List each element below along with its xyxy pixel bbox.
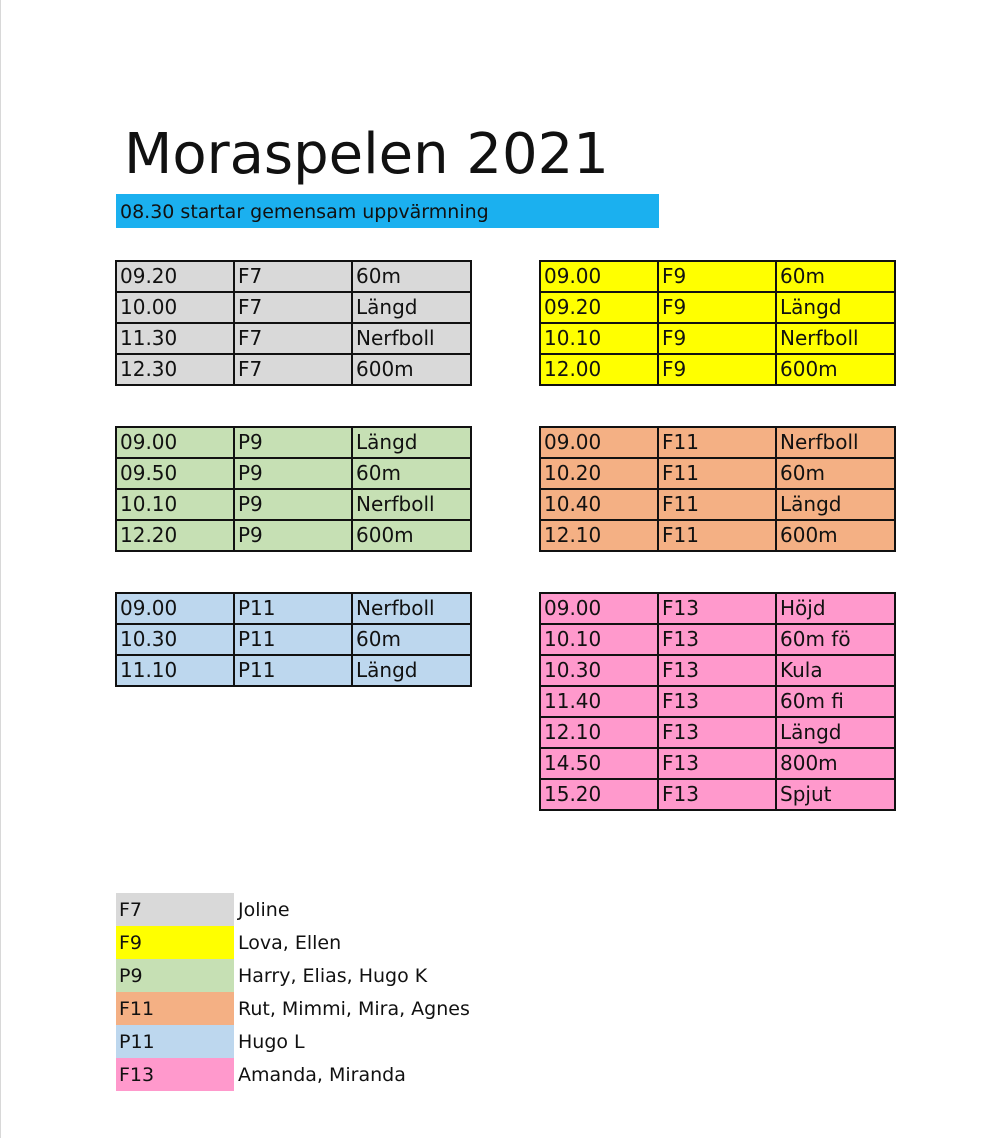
- schedule-row: [116, 458, 471, 489]
- time-cell: 09.00: [540, 261, 658, 292]
- schedule-row: [116, 427, 471, 458]
- legend-participant-names: Amanda, Miranda: [238, 1063, 406, 1086]
- schedule-row: [540, 624, 895, 655]
- schedule-table-f11: [539, 426, 896, 552]
- group-cell: F11: [658, 458, 776, 489]
- group-cell: F7: [234, 323, 352, 354]
- time-cell: 10.40: [540, 489, 658, 520]
- legend-row: [116, 1025, 470, 1058]
- time-cell: 09.20: [540, 292, 658, 323]
- legend-group-code: F11: [116, 992, 234, 1025]
- group-cell: F9: [658, 354, 776, 385]
- schedule-row: [116, 354, 471, 385]
- time-cell: 10.20: [540, 458, 658, 489]
- schedule-row: [540, 354, 895, 385]
- schedule-row: [540, 520, 895, 551]
- time-cell: 10.00: [116, 292, 234, 323]
- event-cell: Längd: [352, 292, 471, 323]
- legend-row: [116, 893, 470, 926]
- group-legend: [116, 893, 470, 1091]
- group-cell: P9: [234, 427, 352, 458]
- legend-group-code: P9: [116, 959, 234, 992]
- schedule-table-f7: [115, 260, 472, 386]
- group-cell: F13: [658, 624, 776, 655]
- schedule-table-p11: [115, 592, 472, 687]
- time-cell: 12.00: [540, 354, 658, 385]
- time-cell: 11.40: [540, 686, 658, 717]
- time-cell: 11.30: [116, 323, 234, 354]
- event-cell: Nerfboll: [776, 323, 895, 354]
- schedule-row: [540, 779, 895, 810]
- legend-row: [116, 1058, 470, 1091]
- event-cell: 600m: [776, 354, 895, 385]
- time-cell: 12.10: [540, 520, 658, 551]
- schedule-row: [116, 292, 471, 323]
- event-cell: Längd: [352, 655, 471, 686]
- warmup-banner: 08.30 startar gemensam uppvärmning: [116, 194, 659, 228]
- legend-group-code: F13: [116, 1058, 234, 1091]
- time-cell: 11.10: [116, 655, 234, 686]
- schedule-row: [540, 323, 895, 354]
- time-cell: 10.30: [540, 655, 658, 686]
- event-cell: 600m: [352, 520, 471, 551]
- time-cell: 12.20: [116, 520, 234, 551]
- group-cell: F7: [234, 261, 352, 292]
- schedule-row: [540, 655, 895, 686]
- group-cell: P9: [234, 520, 352, 551]
- event-cell: 60m: [352, 261, 471, 292]
- event-cell: Längd: [352, 427, 471, 458]
- group-cell: F11: [658, 520, 776, 551]
- schedule-row: [116, 593, 471, 624]
- page-edge: [0, 0, 1, 1138]
- time-cell: 09.00: [116, 427, 234, 458]
- schedule-row: [116, 489, 471, 520]
- event-cell: Längd: [776, 292, 895, 323]
- legend-group-code: F9: [116, 926, 234, 959]
- time-cell: 09.00: [540, 593, 658, 624]
- event-cell: Höjd: [776, 593, 895, 624]
- event-cell: Nerfboll: [776, 427, 895, 458]
- event-cell: Längd: [776, 717, 895, 748]
- legend-row: [116, 959, 470, 992]
- time-cell: 10.30: [116, 624, 234, 655]
- event-cell: 60m: [352, 624, 471, 655]
- group-cell: F7: [234, 354, 352, 385]
- time-cell: 09.00: [116, 593, 234, 624]
- group-cell: F9: [658, 261, 776, 292]
- event-cell: 60m fi: [776, 686, 895, 717]
- event-cell: 60m: [776, 458, 895, 489]
- schedule-row: [540, 261, 895, 292]
- event-cell: 600m: [352, 354, 471, 385]
- group-cell: F7: [234, 292, 352, 323]
- group-cell: P11: [234, 593, 352, 624]
- time-cell: 09.20: [116, 261, 234, 292]
- legend-participant-names: Rut, Mimmi, Mira, Agnes: [238, 997, 470, 1020]
- legend-participant-names: Harry, Elias, Hugo K: [238, 964, 428, 987]
- event-cell: 60m: [776, 261, 895, 292]
- group-cell: P9: [234, 458, 352, 489]
- time-cell: 12.30: [116, 354, 234, 385]
- group-cell: F13: [658, 717, 776, 748]
- schedule-row: [116, 655, 471, 686]
- legend-participant-names: Lova, Ellen: [238, 931, 342, 954]
- schedule-row: [540, 458, 895, 489]
- event-cell: Kula: [776, 655, 895, 686]
- schedule-table-f13: [539, 592, 896, 811]
- event-cell: Nerfboll: [352, 489, 471, 520]
- time-cell: 10.10: [540, 624, 658, 655]
- event-cell: Nerfboll: [352, 323, 471, 354]
- schedule-row: [540, 427, 895, 458]
- legend-row: [116, 992, 470, 1025]
- event-cell: Längd: [776, 489, 895, 520]
- event-cell: 60m: [352, 458, 471, 489]
- schedule-row: [540, 593, 895, 624]
- group-cell: F9: [658, 292, 776, 323]
- schedule-row: [540, 292, 895, 323]
- group-cell: F13: [658, 686, 776, 717]
- page-title: Moraspelen 2021: [124, 122, 609, 187]
- time-cell: 10.10: [116, 489, 234, 520]
- legend-participant-names: Joline: [238, 898, 290, 921]
- group-cell: F13: [658, 593, 776, 624]
- group-cell: F11: [658, 489, 776, 520]
- group-cell: P11: [234, 624, 352, 655]
- schedule-row: [540, 748, 895, 779]
- schedule-row: [540, 686, 895, 717]
- time-cell: 15.20: [540, 779, 658, 810]
- legend-row: [116, 926, 470, 959]
- group-cell: F13: [658, 748, 776, 779]
- group-cell: F11: [658, 427, 776, 458]
- schedule-row: [540, 717, 895, 748]
- event-cell: Spjut: [776, 779, 895, 810]
- event-cell: Nerfboll: [352, 593, 471, 624]
- group-cell: P9: [234, 489, 352, 520]
- time-cell: 12.10: [540, 717, 658, 748]
- event-cell: 600m: [776, 520, 895, 551]
- group-cell: F13: [658, 655, 776, 686]
- group-cell: F13: [658, 779, 776, 810]
- schedule-table-p9: [115, 426, 472, 552]
- legend-group-code: F7: [116, 893, 234, 926]
- group-cell: F9: [658, 323, 776, 354]
- time-cell: 10.10: [540, 323, 658, 354]
- schedule-row: [116, 323, 471, 354]
- legend-group-code: P11: [116, 1025, 234, 1058]
- time-cell: 09.50: [116, 458, 234, 489]
- legend-participant-names: Hugo L: [238, 1030, 305, 1053]
- group-cell: P11: [234, 655, 352, 686]
- schedule-row: [540, 489, 895, 520]
- time-cell: 14.50: [540, 748, 658, 779]
- schedule-row: [116, 624, 471, 655]
- schedule-row: [116, 520, 471, 551]
- event-cell: 800m: [776, 748, 895, 779]
- schedule-table-f9: [539, 260, 896, 386]
- event-cell: 60m fö: [776, 624, 895, 655]
- time-cell: 09.00: [540, 427, 658, 458]
- schedule-row: [116, 261, 471, 292]
